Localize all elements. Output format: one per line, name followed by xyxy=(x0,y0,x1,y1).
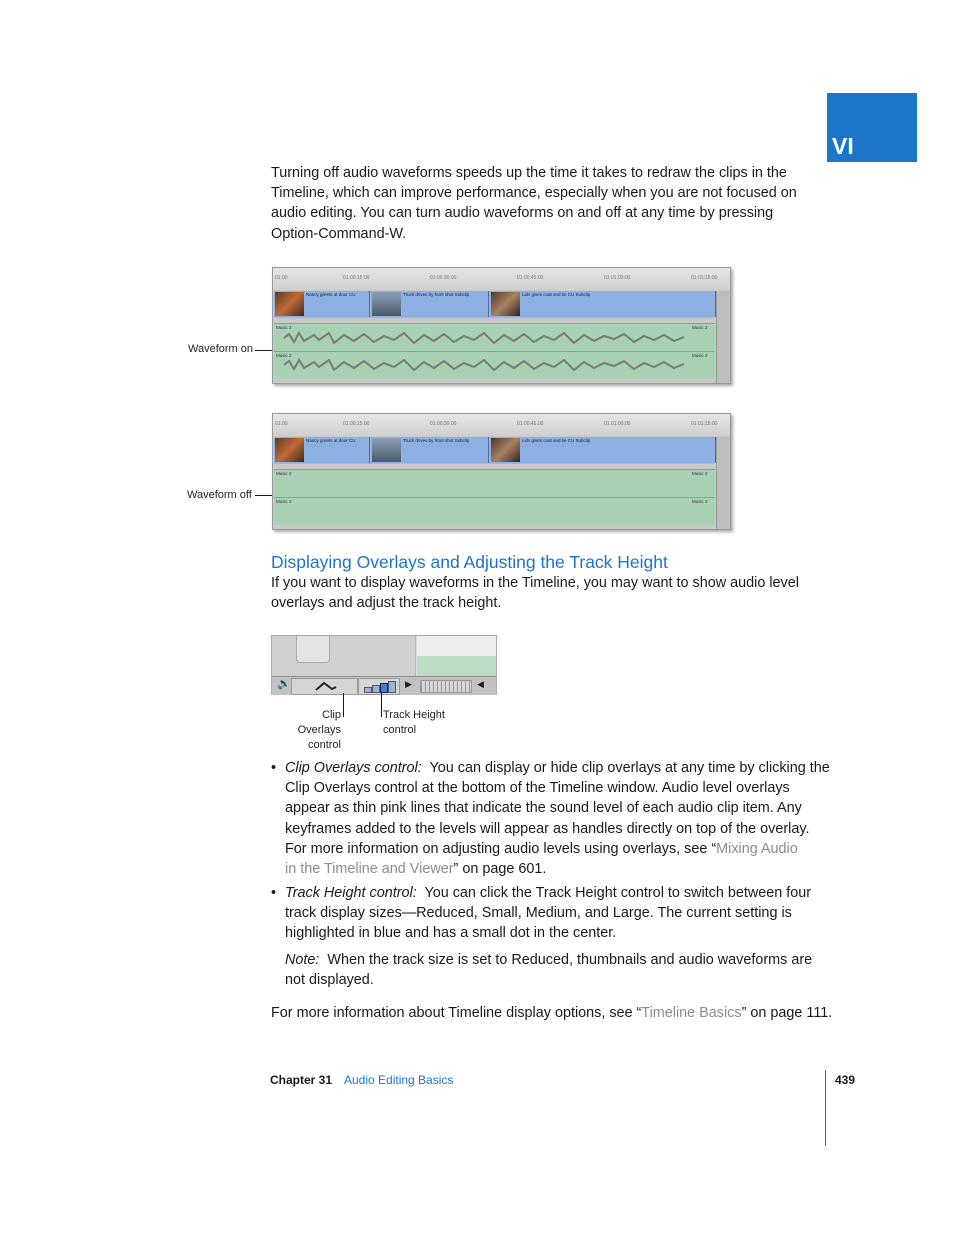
track-height-reduced[interactable] xyxy=(364,687,372,693)
ruler-label: 01:00 xyxy=(275,421,288,427)
clip-overlays-icon xyxy=(292,679,357,694)
intro-line: Timeline, which can improve performance, especially when you are not focused on xyxy=(271,185,797,202)
bullet-text: You can display or hide clip overlays at any time by clicking the xyxy=(429,760,830,776)
audio-clip-label: Music 2 xyxy=(692,353,708,358)
timeline-controls-figure xyxy=(271,635,497,695)
bullet-line: Clip Overlays control at the bottom of the Timeline window. Audio level overlays xyxy=(285,780,790,797)
callout-line-clip-overlays xyxy=(343,693,344,717)
audio-clip-label: Music 2 xyxy=(276,499,292,504)
bullet-line xyxy=(285,839,830,859)
callout-waveform-on: Waveform on xyxy=(188,343,254,355)
audio-track-2 xyxy=(274,497,715,525)
bullet-text: For more information on adjusting audio levels using overlays, see “ xyxy=(285,840,717,857)
clip-name: Nancy greets at door CU xyxy=(306,292,356,297)
video-clip[interactable] xyxy=(371,291,489,317)
zoom-slider[interactable] xyxy=(420,680,472,693)
ruler-label: 01:00:45:00 xyxy=(517,275,544,281)
bullet-line: keyframes added to the levels will appear as handles directly on top of the overlay. xyxy=(285,820,810,837)
section-tab xyxy=(827,93,917,162)
ruler-label: 01:01:00:00 xyxy=(604,275,631,281)
callout-text: control xyxy=(307,739,341,751)
timeline-ruler xyxy=(273,414,730,436)
callout-text: control xyxy=(383,724,417,736)
note-line: not displayed. xyxy=(285,972,374,989)
ruler-label: 01:00:45:00 xyxy=(517,421,544,427)
callout-clip-overlays xyxy=(279,708,341,753)
bullet-term: Track Height control: xyxy=(285,885,417,901)
intro-line: Turning off audio waveforms speeds up the time it takes to redraw the clips in the xyxy=(271,165,787,181)
callout-text: Clip Overlays xyxy=(297,709,341,736)
callout-line-off xyxy=(255,495,272,496)
note-term: Note: xyxy=(285,952,320,968)
timeline-waveform-off xyxy=(272,413,731,530)
track-header-area xyxy=(272,636,416,676)
callout-waveform-off: Waveform off xyxy=(187,489,252,501)
bullet-line: highlighted in blue and has a small dot in the center. xyxy=(285,925,617,942)
bullet-line xyxy=(285,883,830,903)
section-tab-label: VI xyxy=(832,133,854,159)
bullet-line xyxy=(285,758,830,778)
footer-chapter: Chapter 31 xyxy=(270,1073,333,1087)
clip-name: Truck drives by front shot Subclip xyxy=(403,438,470,443)
intro-paragraph xyxy=(271,163,831,244)
audio-clip-label: Music 2 xyxy=(692,325,708,330)
video-track xyxy=(274,291,715,318)
footer-divider xyxy=(825,1070,826,1146)
ruler-label: 01:01:15:00 xyxy=(691,421,718,427)
closing-text: ” on page 111. xyxy=(741,1005,833,1021)
callout-text: Track Height xyxy=(383,709,445,721)
audio-track-area xyxy=(417,656,496,676)
clip-name: Truck drives by front shot Subclip xyxy=(403,292,470,297)
video-track xyxy=(274,437,715,464)
bullet-line: track display sizes—Reduced, Small, Medium, and Large. The current setting is xyxy=(285,905,792,922)
clip-overlays-button[interactable] xyxy=(291,678,358,695)
clip-name: Nancy greets at door CU xyxy=(306,438,356,443)
audio-clip-label: Music 2 xyxy=(692,471,708,476)
section-line: If you want to display waveforms in the Timeline, you may want to show audio level xyxy=(271,575,799,591)
clip-thumbnail xyxy=(372,438,401,462)
audio-track-1 xyxy=(274,469,715,497)
bullet-marker: • xyxy=(271,885,277,901)
header-button xyxy=(296,636,330,663)
callout-line-track-height xyxy=(381,693,382,717)
video-clip[interactable] xyxy=(490,437,716,463)
section-line: overlays and adjust the track height. xyxy=(271,595,502,612)
bullet-text: You can click the Track Height control to switch between four xyxy=(424,885,812,901)
track-height-control[interactable] xyxy=(358,678,400,695)
track-area xyxy=(417,636,496,657)
clip-thumbnail xyxy=(275,292,304,316)
note xyxy=(285,950,830,990)
closing-paragraph xyxy=(271,1003,841,1023)
bullet-marker: • xyxy=(271,760,277,776)
audio-track-2 xyxy=(274,351,715,379)
section-heading: Displaying Overlays and Adjusting the Track Height xyxy=(271,552,668,572)
track-height-large[interactable] xyxy=(388,681,396,693)
video-clip[interactable] xyxy=(490,291,716,317)
audio-track-1 xyxy=(274,323,715,351)
ruler-label: 01:01:15:00 xyxy=(691,275,718,281)
clip-name: Lids gives coat and tie CU Subclip xyxy=(522,438,591,443)
page-number: 439 xyxy=(835,1073,856,1087)
callout-track-height xyxy=(383,708,445,738)
footer-chapter-title[interactable]: Audio Editing Basics xyxy=(344,1073,454,1087)
audio-clip-label: Music 2 xyxy=(276,471,292,476)
clip-thumbnail xyxy=(491,292,520,316)
intro-line: audio editing. You can turn audio waveforms on and off at any time by pressing xyxy=(271,205,774,222)
bullet-line: appear as thin pink lines that indicate the sound level of each audio clip item. Any xyxy=(285,800,802,817)
timeline-waveform-on xyxy=(272,267,731,384)
timeline-ruler xyxy=(273,268,730,290)
waveform-graphic xyxy=(274,324,715,351)
track-height-medium[interactable] xyxy=(380,683,388,693)
audio-clip-label: Music 2 xyxy=(692,499,708,504)
clip-thumbnail xyxy=(275,438,304,462)
ruler-label: 01:00:30:00 xyxy=(430,275,457,281)
closing-text: For more information about Timeline display options, see “ xyxy=(271,1005,642,1021)
play-right-icon[interactable]: ▶ xyxy=(405,679,412,689)
ruler-label: 01:00:30:00 xyxy=(430,421,457,427)
intro-line: Option-Command-W. xyxy=(271,225,407,242)
link-mixing-audio-cont[interactable]: in the Timeline and Viewer xyxy=(285,861,454,878)
video-clip[interactable] xyxy=(371,437,489,463)
section-paragraph xyxy=(271,573,831,613)
speaker-icon[interactable]: 🔈 xyxy=(277,678,291,690)
waveform-graphic xyxy=(274,352,715,379)
note-line xyxy=(285,950,830,970)
bullet-line xyxy=(285,859,830,879)
track-height-small[interactable] xyxy=(372,685,380,693)
audio-clip-label: Music 2 xyxy=(276,353,292,358)
audio-clip-label: Music 2 xyxy=(276,325,292,330)
link-timeline-basics[interactable]: Timeline Basics xyxy=(641,1005,742,1021)
bullet-term: Clip Overlays control: xyxy=(285,760,422,776)
ruler-label: 01:01:00:00 xyxy=(604,421,631,427)
video-clip[interactable] xyxy=(274,291,370,317)
timeline-scrollbar[interactable] xyxy=(716,291,730,383)
timeline-scrollbar[interactable] xyxy=(716,437,730,529)
ruler-label: 01:00 xyxy=(275,275,288,281)
control-bar xyxy=(272,676,496,695)
link-mixing-audio[interactable]: Mixing Audio xyxy=(716,840,798,857)
bullet-text: ” on page 601. xyxy=(453,861,547,878)
ruler-label: 01:00:15:00 xyxy=(343,421,370,427)
clip-thumbnail xyxy=(491,438,520,462)
play-left-icon[interactable]: ◀ xyxy=(477,679,484,689)
video-clip[interactable] xyxy=(274,437,370,463)
callout-line-on xyxy=(255,350,272,351)
clip-thumbnail xyxy=(372,292,401,316)
bullet-clip-overlays xyxy=(285,758,830,879)
ruler-label: 01:00:15:00 xyxy=(343,275,370,281)
note-text: When the track size is set to Reduced, thumbnails and audio waveforms are xyxy=(327,952,813,968)
bullet-track-height xyxy=(285,883,830,944)
clip-name: Lids gives coat and tie CU Subclip xyxy=(522,292,591,297)
